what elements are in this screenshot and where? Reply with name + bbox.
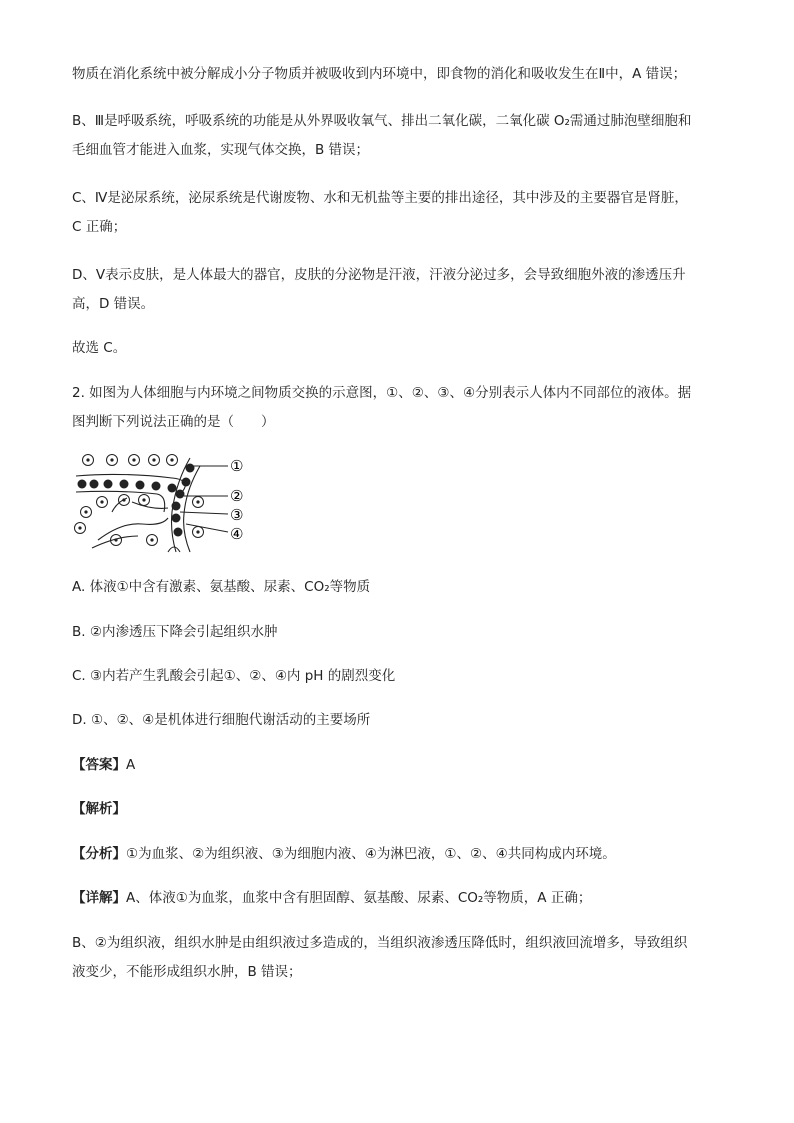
option-a: A. 体液①中含有激素、氨基酸、尿素、CO₂等物质 — [72, 579, 371, 595]
paragraph: 液变少，不能形成组织水肿，B 错误； — [72, 964, 302, 980]
answer-value: A — [126, 757, 136, 773]
paragraph: 物质在消化系统中被分解成小分子物质并被吸收到内环境中，即食物的消化和吸收发生在Ⅱ中，A 错误； — [72, 66, 687, 82]
question-stem: 2. 如图为人体细胞与内环境之间物质交换的示意图，①、②、③、④分别表示人体内不同部位的液体。据 — [72, 385, 692, 401]
option-b: B. ②内渗透压下降会引起组织水肿 — [72, 624, 278, 640]
paragraph: C 正确； — [72, 219, 127, 235]
paragraph: C、Ⅳ是泌尿系统，泌尿系统是代谢废物、水和无机盐等主要的排出途径，其中涉及的主要器官是肾脏， — [72, 190, 688, 206]
lymph-vessel — [92, 536, 138, 548]
fenxi-label: 【分析】 — [72, 846, 126, 862]
flow-line — [132, 502, 168, 508]
leader-lines — [180, 466, 228, 532]
paragraph: B、Ⅲ是呼吸系统，呼吸系统的功能是从外界吸收氧气、排出二氧化碳，二氧化碳 O₂需通过肺泡壁细胞和 — [72, 113, 692, 129]
xiangjie-label: 【详解】 — [72, 890, 126, 906]
question-stem: 图判断下列说法正确的是（ ） — [72, 414, 275, 430]
paragraph: 毛细血管才能进入血浆，实现气体交换，B 错误； — [72, 142, 370, 158]
flow-line — [168, 547, 180, 552]
paragraph: 故选 C。 — [72, 340, 127, 356]
analysis-heading — [72, 795, 732, 823]
xiangjie-text: A、体液①为血浆，血浆中含有胆固醇、氨基酸、尿素、CO₂等物质，A 正确； — [126, 890, 592, 906]
paragraph: D、Ⅴ表示皮肤，是人体最大的器官，皮肤的分泌物是汗液，汗液分泌过多，会导致细胞外液的渗透压升 — [72, 267, 686, 283]
option-c: C. ③内若产生乳酸会引起①、②、④内 pH 的剧烈变化 — [72, 668, 396, 684]
analysis-xiangjie — [72, 884, 732, 912]
answer-line — [72, 751, 732, 779]
fluid-exchange-diagram — [72, 452, 287, 562]
paragraph: B、②为组织液，组织水肿是由组织液过多造成的，当组织液渗透压降低时，组织液回流增多，导致组织 — [72, 935, 688, 951]
diagram-label-3: ③ — [230, 506, 244, 524]
fenxi-text: ①为血浆、②为组织液、③为细胞内液、④为淋巴液，①、②、④共同构成内环境。 — [126, 846, 616, 862]
analysis-fenxi — [72, 840, 732, 868]
option-d: D. ①、②、④是机体进行细胞代谢活动的主要场所 — [72, 712, 371, 728]
diagram-label-1: ① — [230, 457, 244, 475]
diagram-label-2: ② — [230, 487, 244, 505]
answer-label: 【答案】 — [72, 757, 126, 773]
analysis-label: 【解析】 — [72, 801, 126, 817]
diagram-label-4: ④ — [230, 525, 244, 543]
paragraph: 高，D 错误。 — [72, 296, 155, 312]
